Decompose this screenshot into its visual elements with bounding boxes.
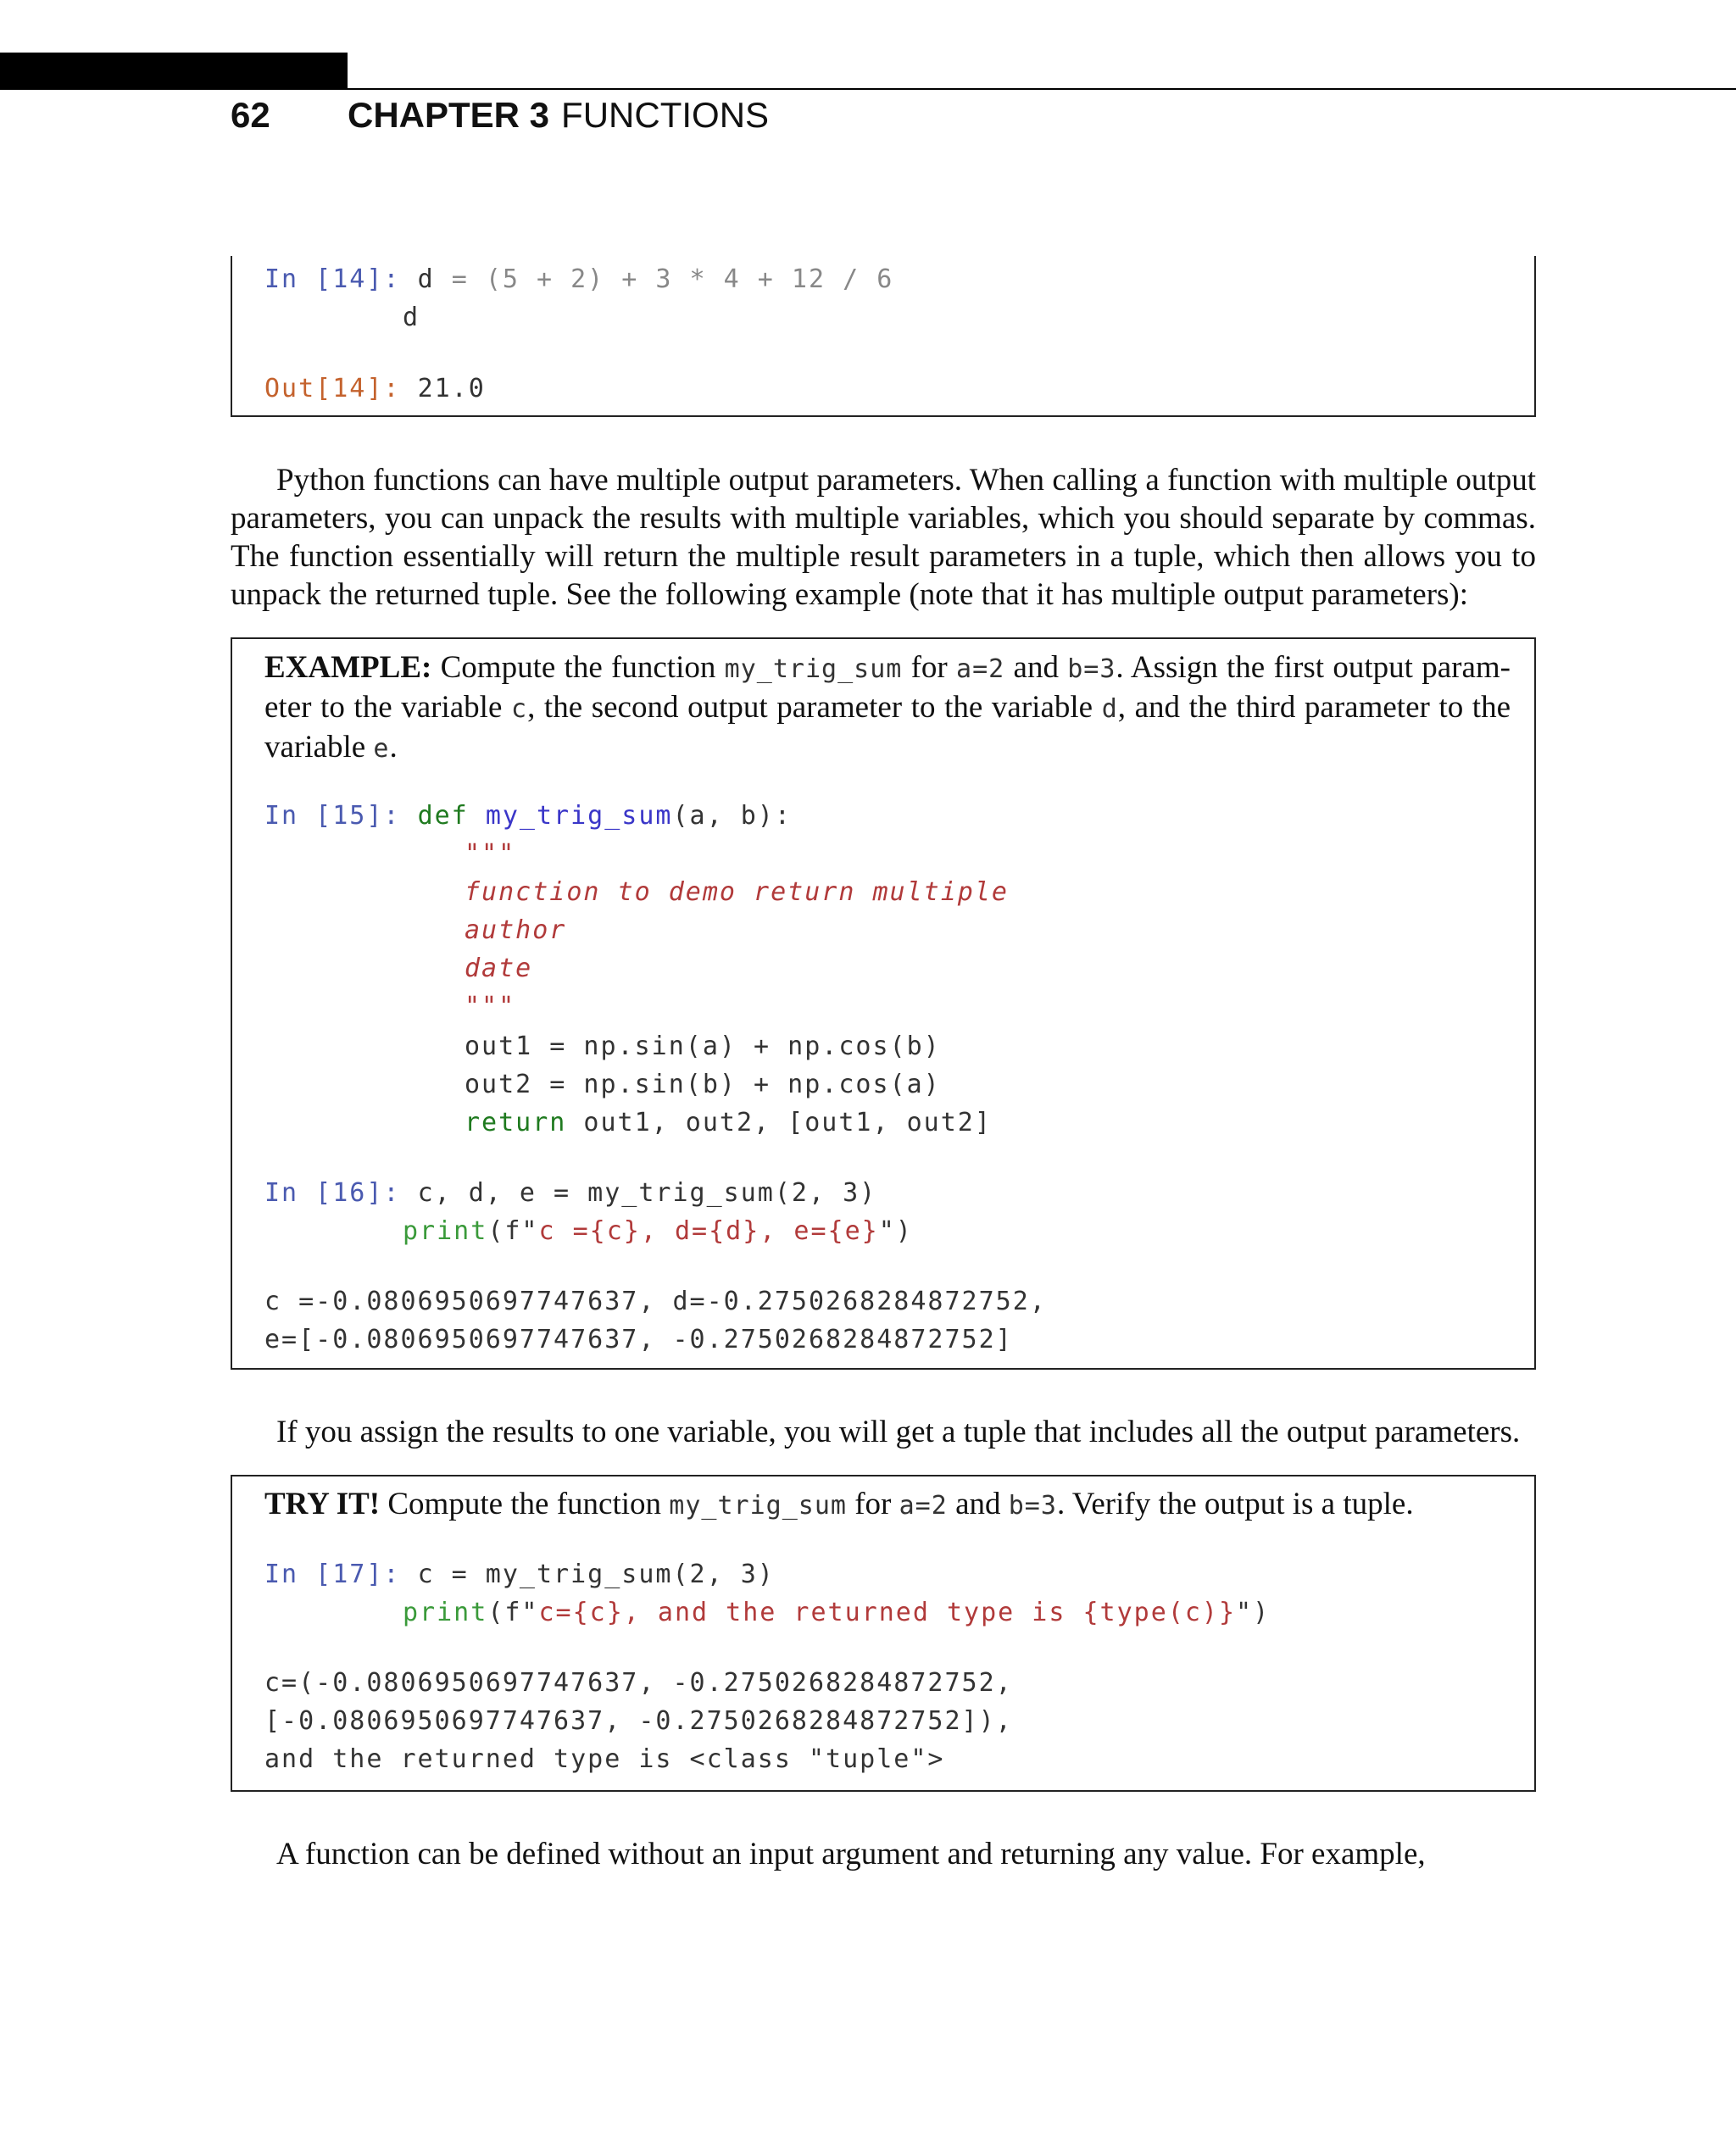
print-close: ") bbox=[1236, 1598, 1271, 1627]
code-out2-line: out2 = np.sin(b) + np.cos(a) bbox=[465, 1070, 941, 1099]
paragraph-3-text: A function can be defined without an input argument and returning any value. For example, bbox=[276, 1837, 1426, 1871]
cell17-prompt-in: In [17]: bbox=[264, 1560, 401, 1589]
cell14-input-line1 bbox=[264, 260, 893, 298]
example-label: EXAMPLE: bbox=[264, 650, 432, 685]
return-keyword: return bbox=[465, 1108, 567, 1137]
cell16-output-line1: c =-0.0806950697747637, d=-0.2750268284872752, bbox=[264, 1287, 1047, 1316]
inline-code: d bbox=[1101, 694, 1118, 724]
def-keyword: def bbox=[417, 801, 469, 831]
paragraph-2-text: If you assign the results to one variable, you will get a tuple that includes all the output parameters. bbox=[276, 1415, 1521, 1449]
example-text: and bbox=[1004, 650, 1068, 685]
cell16-print-line bbox=[403, 1212, 913, 1250]
cell16-prompt-in: In [16]: bbox=[264, 1178, 401, 1208]
example-text: , and the third parameter to the variable bbox=[264, 690, 1511, 765]
paragraph-multiple-outputs bbox=[231, 461, 1536, 614]
cell14-var: d bbox=[417, 264, 435, 294]
print-builtin: print bbox=[403, 1598, 488, 1627]
fstring-content: c ={c}, d={d}, e={e} bbox=[538, 1216, 879, 1246]
try-it-label: TRY IT! bbox=[264, 1487, 381, 1521]
inline-code: my_trig_sum bbox=[669, 1491, 847, 1521]
cell17-assignment: c = my_trig_sum(2, 3) bbox=[417, 1560, 775, 1589]
example-text: for bbox=[902, 650, 957, 685]
print-builtin: print bbox=[403, 1216, 488, 1246]
chapter-heading bbox=[348, 95, 769, 136]
chapter-title: FUNCTIONS bbox=[561, 95, 770, 135]
example-description bbox=[264, 648, 1511, 768]
code-out1-line: out1 = np.sin(a) + np.cos(b) bbox=[465, 1032, 941, 1061]
docstring-line-2: author bbox=[465, 915, 567, 945]
cell17-output-line2: [-0.0806950697747637, -0.2750268284872752]), bbox=[264, 1706, 1013, 1736]
cell14-prompt-out: Out[14]: bbox=[264, 374, 401, 403]
cell14-equals: = bbox=[451, 264, 469, 294]
page-number: 62 bbox=[231, 95, 270, 135]
code-return-line bbox=[465, 1104, 992, 1142]
inline-code: b=3 bbox=[1008, 1491, 1057, 1521]
try-it-description bbox=[264, 1485, 1511, 1525]
cell15-def-line bbox=[264, 797, 792, 835]
paragraph-1-text: Python functions can have multiple output parameters. When calling a function with multiple output parameters, you can unpack the results with multiple variables, which you should separate by commas. The function essentially will return the multiple result parameters in a tuple, which then allows you to unpack the returned tuple. See the following example (note that it has multiple output parameters): bbox=[231, 463, 1536, 612]
print-open: (f" bbox=[487, 1216, 539, 1246]
return-values: out1, out2, [out1, out2] bbox=[566, 1108, 992, 1137]
cell14-output-value: 21.0 bbox=[417, 374, 486, 403]
cell14-output bbox=[264, 370, 486, 408]
header-rule bbox=[348, 88, 1736, 90]
inline-code: a=2 bbox=[956, 654, 1005, 684]
cell17-input-line1 bbox=[264, 1555, 775, 1593]
cell14-prompt-in: In [14]: bbox=[264, 264, 401, 294]
inline-code: b=3 bbox=[1067, 654, 1116, 684]
try-it-text: . Verify the output is a tuple. bbox=[1056, 1487, 1414, 1521]
function-name: my_trig_sum bbox=[485, 801, 673, 831]
paragraph-single-variable bbox=[231, 1413, 1536, 1451]
inline-code: c bbox=[511, 694, 528, 724]
inline-code: e bbox=[373, 734, 390, 764]
header-bar bbox=[0, 53, 348, 90]
inline-code: my_trig_sum bbox=[724, 654, 903, 684]
print-open: (f" bbox=[487, 1598, 539, 1627]
function-signature: (a, b): bbox=[672, 801, 792, 831]
inline-code: a=2 bbox=[899, 1491, 948, 1521]
chapter-label: CHAPTER 3 bbox=[348, 95, 550, 135]
docstring-line-3: date bbox=[465, 954, 533, 983]
try-it-text: and bbox=[947, 1487, 1009, 1521]
try-it-text: for bbox=[846, 1487, 899, 1521]
cell14-expression: (5 + 2) + 3 * 4 + 12 / 6 bbox=[485, 264, 894, 294]
try-it-text: Compute the function bbox=[380, 1487, 670, 1521]
print-close: ") bbox=[878, 1216, 913, 1246]
example-text: . Assign the first output param-eter to the variable bbox=[264, 650, 1511, 725]
paragraph-no-input bbox=[231, 1835, 1536, 1873]
fstring-content: c={c}, and the returned type is {type(c)} bbox=[538, 1598, 1237, 1627]
cell17-print-line bbox=[403, 1593, 1270, 1632]
cell17-output-line3: and the returned type is <class "tuple"> bbox=[264, 1744, 945, 1774]
cell16-input-line1 bbox=[264, 1174, 876, 1212]
cell16-output-line2: e=[-0.0806950697747637, -0.2750268284872752] bbox=[264, 1325, 1013, 1354]
example-text: Compute the function bbox=[431, 650, 725, 685]
docstring-close: """ bbox=[465, 992, 516, 1021]
example-text: , the second output parameter to the variable bbox=[527, 690, 1102, 725]
docstring-open: """ bbox=[465, 839, 516, 869]
cell16-assignment: c, d, e = my_trig_sum(2, 3) bbox=[417, 1178, 877, 1208]
example-text: . bbox=[389, 730, 398, 765]
cell14-input-line2: d bbox=[403, 303, 420, 332]
cell15-prompt-in: In [15]: bbox=[264, 801, 401, 831]
docstring-line-1: function to demo return multiple bbox=[465, 877, 1009, 907]
cell17-output-line1: c=(-0.0806950697747637, -0.2750268284872752, bbox=[264, 1668, 1013, 1698]
